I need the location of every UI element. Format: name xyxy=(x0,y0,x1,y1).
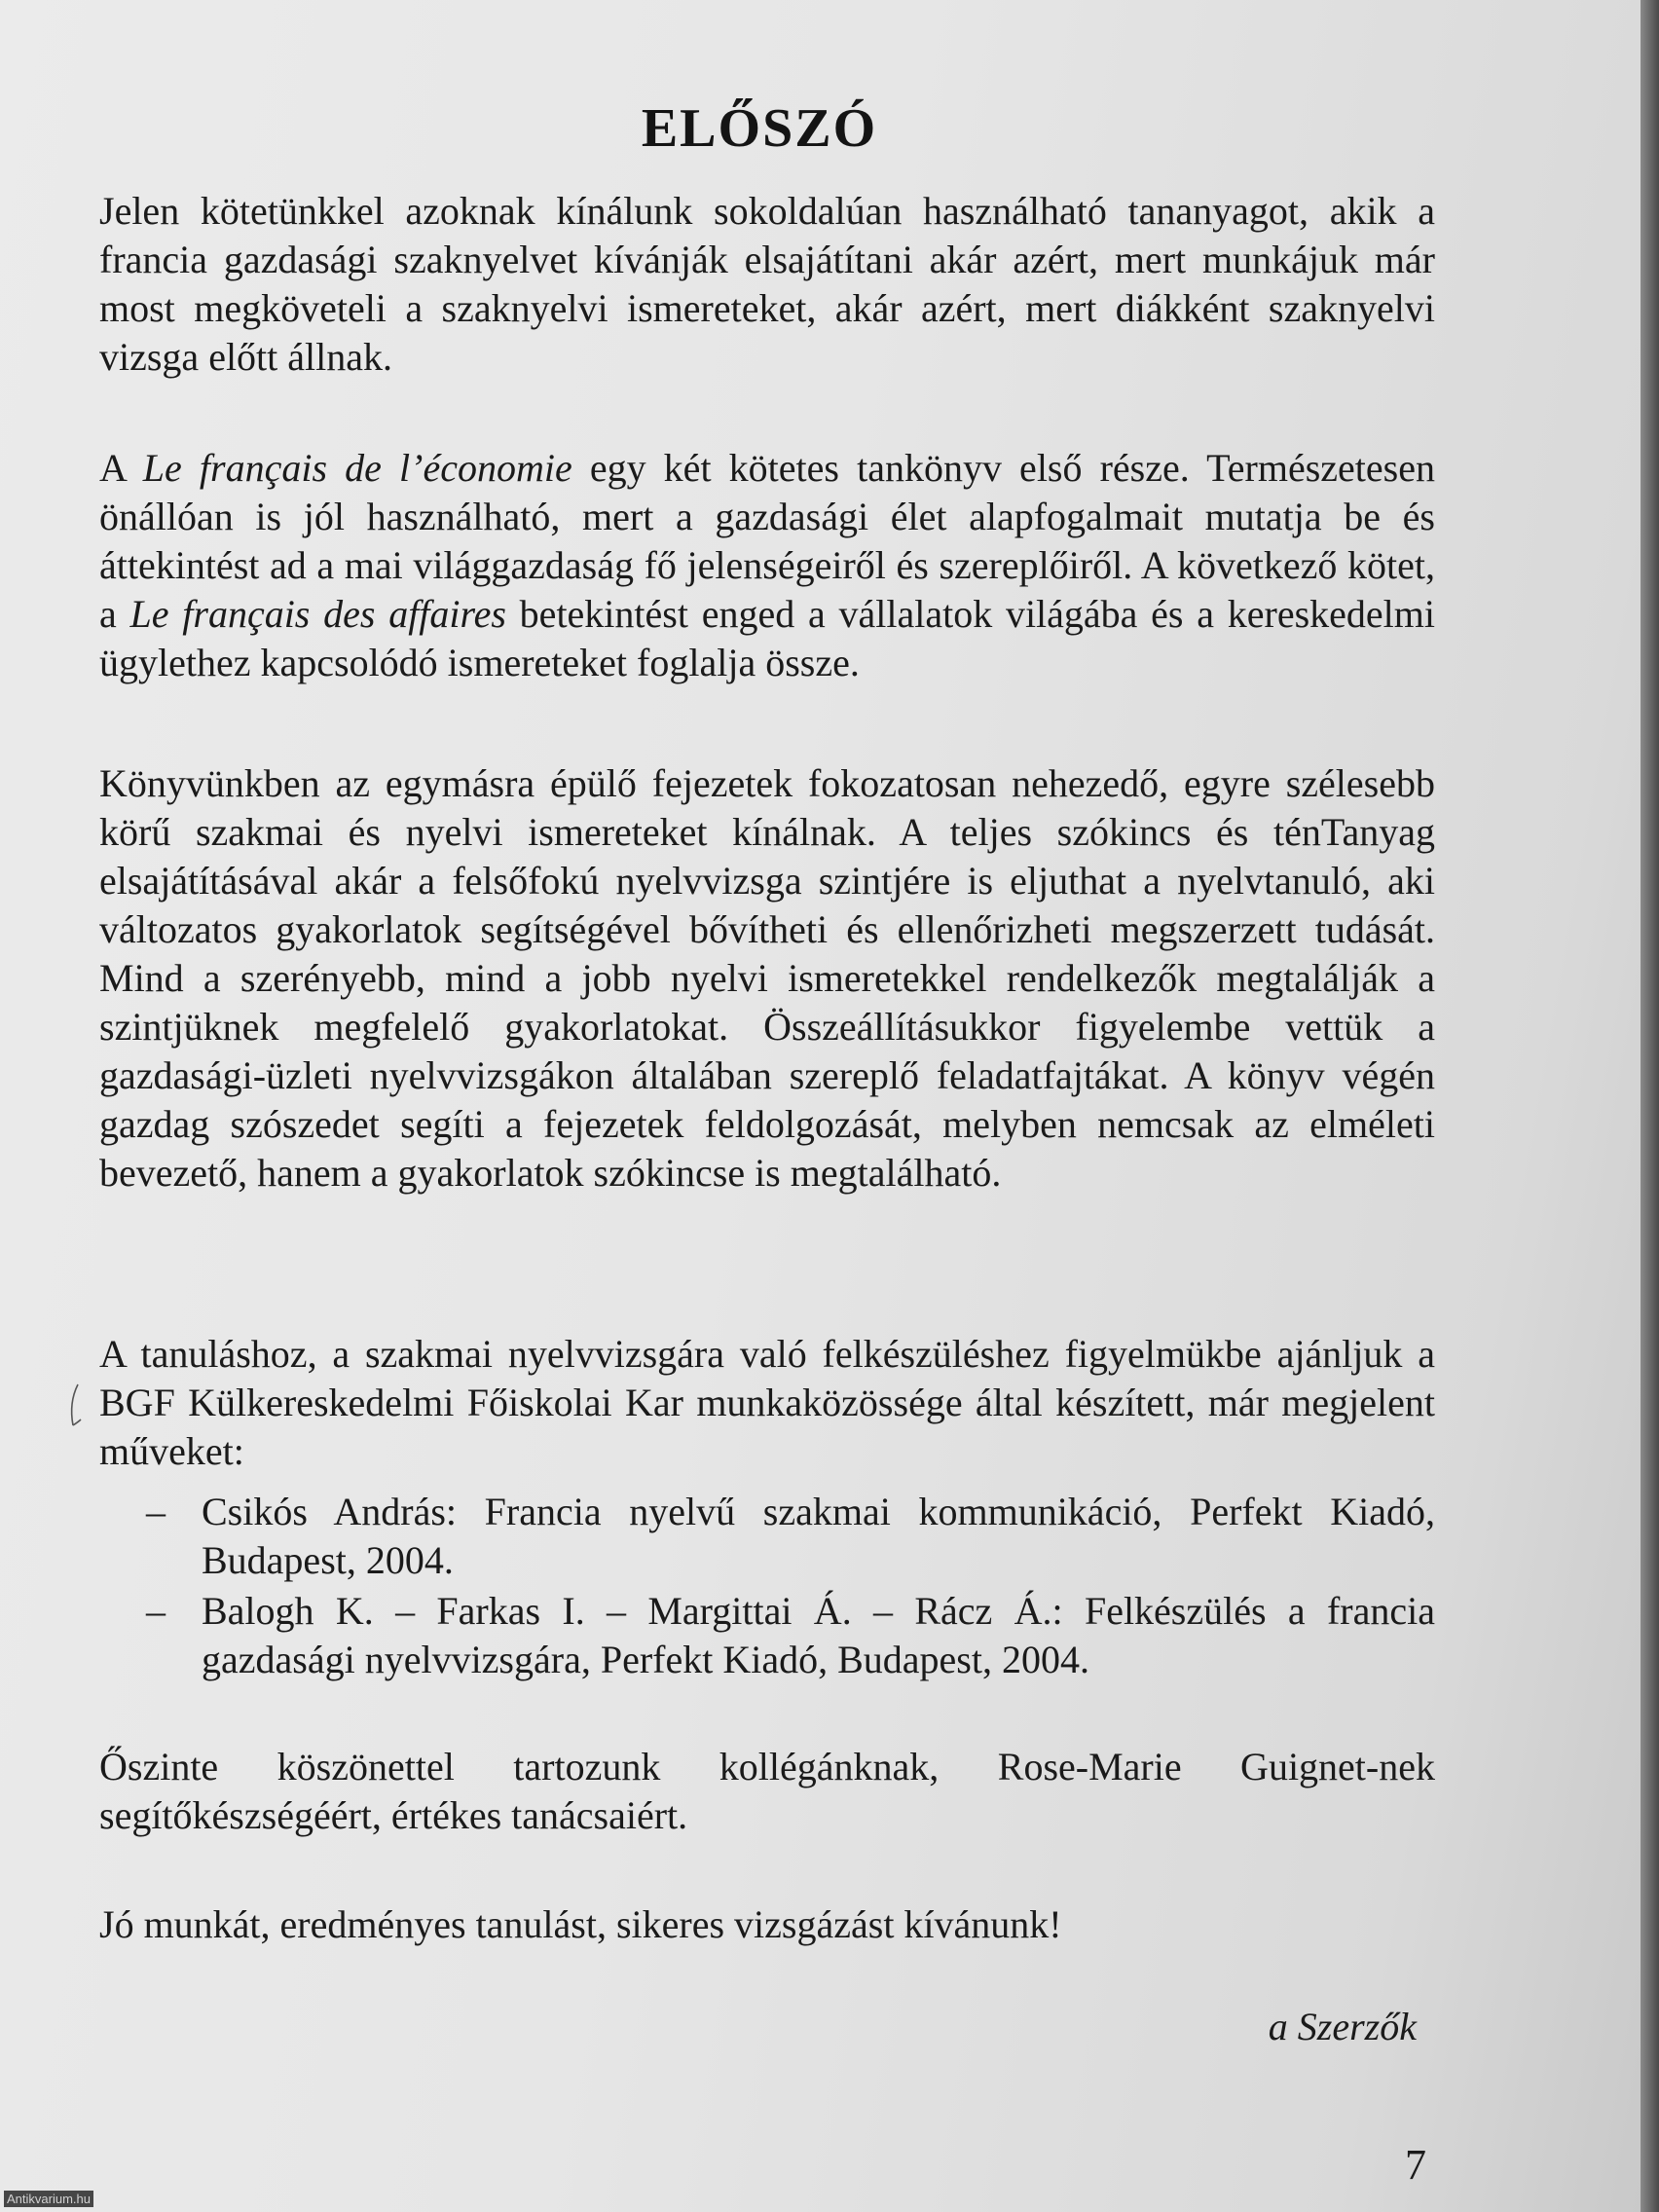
recommendation-paragraph xyxy=(99,1330,1435,1476)
list-dash: – xyxy=(146,1490,166,1533)
paragraph-text: Könyvünkben az egymásra épülő fejezetek fokozatosan nehezedő, egyre szélesebb körű szakmai és nyelvi ismereteket kínálnak. A teljes szókincs és ténTanyag elsajátításával akár a felsőfokú nyelvvizsga szintjére is eljuthat a nyelvtanuló, aki változatos gyakorlatok segítségével bővítheti és ellenőrizheti megszerzett tudását. Mind a szerényebb, mind a jobb nyelvi ismeretekkel rendelkezők megtalálják a szintjüknek megfelelő gyakorlatokat. Összeállításukkor figyelembe vettük a gazdasági-üzleti nyelvvizsgákon általában szereplő feladatfajtákat. A könyv végén gazdag szószedet segíti a fejezetek feldolgozását, melyben nemcsak az elméleti bevezető, hanem a gyakorlatok szókincse is megtalálható. xyxy=(99,761,1435,1195)
signature: a Szerzők xyxy=(1268,2005,1417,2048)
closing-paragraph xyxy=(99,1900,1435,1949)
paragraph-text: A tanuláshoz, a szakmai nyelvvizsgára való felkészüléshez figyelmükbe ajánljuk a BGF Külkereskedelmi Főiskolai Kar munkaközössége által készített, már megjelent műveket: xyxy=(99,1332,1435,1473)
pencil-mark-icon xyxy=(64,1381,86,1435)
paragraph-text: Őszinte köszönettel tartozunk kollégánknak, Rose-Marie Guignet-nek segítőkészségéért, értékes tanácsaiért. xyxy=(99,1745,1435,1837)
book-title-first-volume: Le français de l’économie xyxy=(142,446,572,490)
textbook-description-paragraph xyxy=(99,444,1435,687)
list-item-text: Balogh K. – Farkas I. – Margittai Á. – Rácz Á.: Felkészülés a francia gazdasági nyelvvizsgára, Perfekt Kiadó, Budapest, 2004. xyxy=(202,1589,1435,1681)
list-item xyxy=(146,1488,1435,1585)
structure-paragraph xyxy=(99,759,1435,1198)
page-number: 7 xyxy=(1405,2141,1426,2189)
watermark: Antikvarium.hu xyxy=(4,2191,93,2207)
paragraph-text-segment: A xyxy=(99,446,143,490)
paragraph-text: Jelen kötetünkkel azoknak kínálunk sokoldalúan használható tananyagot, akik a francia gazdasági szaknyelvet kívánják elsajátítani akár azért, mert munkájuk már most megköveteli a szaknyelvi ismereteket, akár azért, mert diákként szaknyelvi vizsga előtt állnak. xyxy=(99,189,1435,379)
list-item-text: Csikós András: Francia nyelvű szakmai kommunikáció, Perfekt Kiadó, Budapest, 2004. xyxy=(202,1490,1435,1582)
intro-paragraph xyxy=(99,187,1435,382)
paragraph-text-segment: egy két kötetes tankönyv első része. Természetesen önállóan is jól használható, mert a gazdasági élet alapfogalmait mutatja be és áttekintést ad a mai világgazdaság fő jelenségeiről és szereplőiről. A következő kötet, a xyxy=(99,446,1435,636)
acknowledgement-paragraph xyxy=(99,1743,1435,1840)
paragraph-text xyxy=(99,444,1435,687)
list-item xyxy=(146,1587,1435,1684)
paragraph-text-segment: betekintést enged a vállalatok világába és a kereskedelmi ügylethez kapcsolódó ismereteket foglalja össze. xyxy=(99,592,1435,684)
page-title: ELŐSZÓ xyxy=(641,98,878,159)
list-dash: – xyxy=(146,1589,166,1633)
book-title-second-volume: Le français des affaires xyxy=(129,592,506,636)
page-edge-shadow xyxy=(1641,0,1659,2212)
paragraph-text: Jó munkát, eredményes tanulást, sikeres vizsgázást kívánunk! xyxy=(99,1902,1062,1946)
